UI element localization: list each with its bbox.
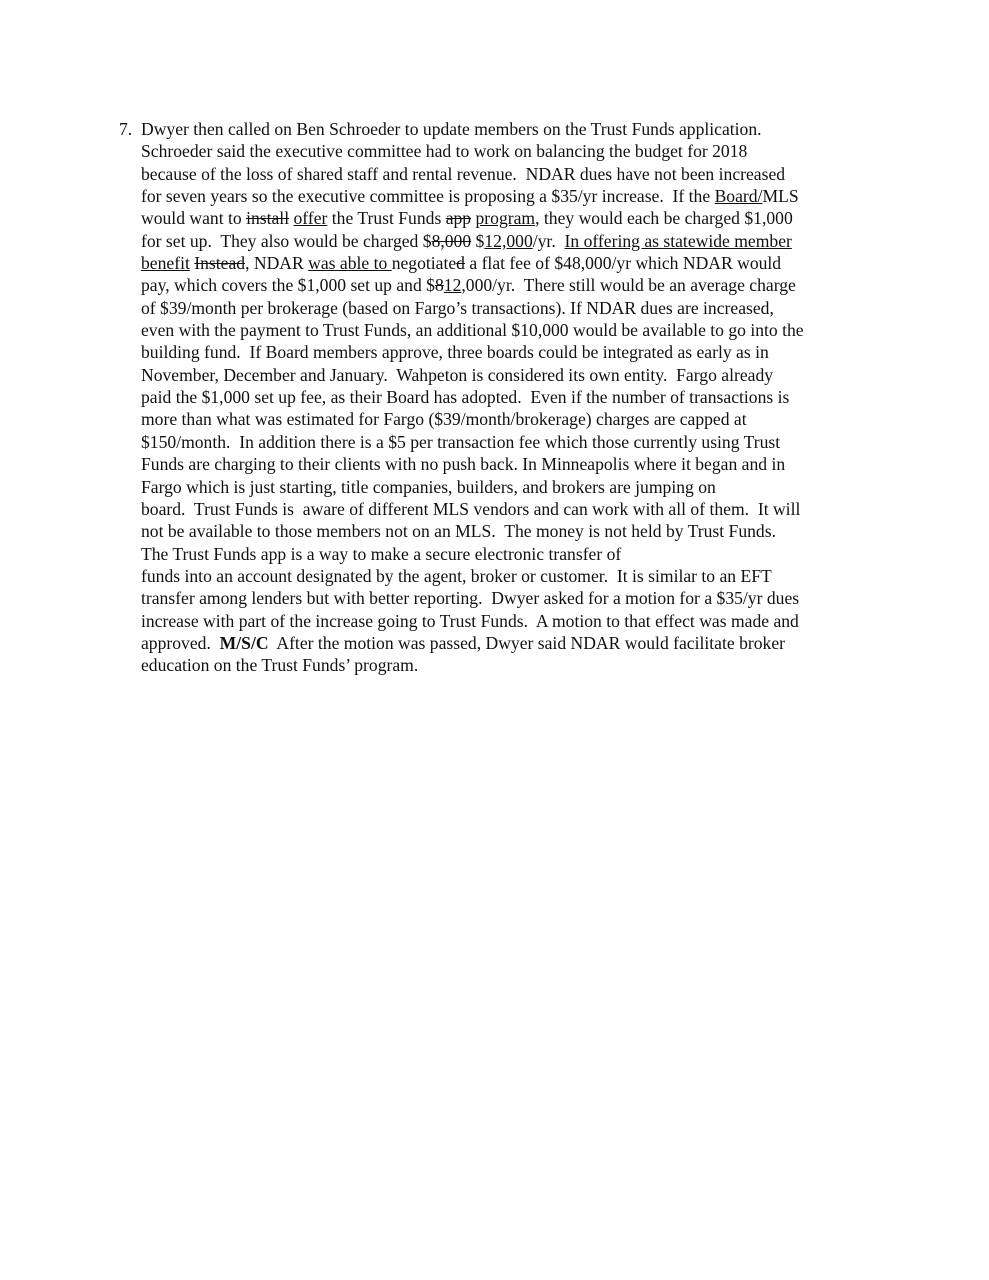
deleted-text: install (246, 208, 290, 229)
inserted-text: offer (293, 208, 328, 229)
text-line (141, 386, 879, 408)
deleted-text: d (456, 253, 465, 274)
text-line (141, 520, 879, 542)
inserted-text: was able to (308, 253, 392, 274)
text-segment: Fargo which is just starting, title companies, builders, and brokers are jumping on (141, 476, 716, 497)
text-segment: for seven years so the executive committee is proposing a $35/yr increase. If the (141, 186, 715, 207)
text-line (141, 230, 879, 252)
text-segment: The Trust Funds app is a way to make a secure electronic transfer of (141, 543, 622, 564)
text-segment: , NDAR (245, 253, 309, 274)
text-segment: $150/month. In addition there is a $5 per transaction fee which those currently using Trust (141, 431, 781, 452)
text-segment: building fund. If Board members approve, three boards could be integrated as early as in (141, 342, 769, 363)
text-line (141, 476, 879, 498)
text-line (141, 408, 879, 430)
text-line (141, 207, 879, 229)
text-segment: $ (471, 230, 485, 251)
text-line (141, 140, 879, 162)
text-segment: more than what was estimated for Fargo ($39/month/brokerage) charges are capped at (141, 409, 747, 430)
text-segment: /yr. (532, 230, 565, 251)
item-paragraph (141, 118, 879, 677)
deleted-text: 8,000 (431, 230, 472, 251)
bold-text: M/S/C (219, 632, 269, 653)
item-number: 7. (119, 119, 133, 139)
text-segment: Dwyer then called on Ben Schroeder to update members on the Trust Funds application. (141, 119, 762, 139)
text-line (141, 163, 879, 185)
text-line (141, 453, 879, 475)
text-line (141, 498, 879, 520)
text-line (141, 587, 879, 609)
text-line (141, 543, 879, 565)
text-segment: a flat fee of $48,000/yr which NDAR would (464, 253, 782, 274)
deleted-text: 8 (434, 275, 444, 296)
text-segment: paid the $1,000 set up fee, as their Board has adopted. Even if the number of transactions is (141, 387, 790, 408)
text-segment: increase with part of the increase going to Trust Funds. A motion to that effect was made and (141, 610, 799, 631)
text-segment: because of the loss of shared staff and rental revenue. NDAR dues have not been increased (141, 163, 786, 184)
text-segment: board. Trust Funds is aware of different MLS vendors and can work with all of them. It will (141, 498, 801, 519)
text-segment: transfer among lenders but with better reporting. Dwyer asked for a motion for a $35/yr dues (141, 588, 800, 609)
deleted-text: Instead (194, 253, 246, 274)
text-line (141, 252, 879, 274)
text-line (141, 431, 879, 453)
text-segment: Funds are charging to their clients with no push back. In Minneapolis where it began and in (141, 454, 786, 475)
text-segment: the Trust Funds (327, 208, 446, 229)
text-line (141, 632, 879, 654)
text-segment: ,000/yr. There still would be an average charge (461, 275, 796, 296)
text-segment: funds into an account designated by the agent, broker or customer. It is similar to an EFT (141, 565, 772, 586)
text-segment: negotiate (391, 253, 457, 274)
text-line (141, 565, 879, 587)
inserted-text: 12 (443, 275, 462, 296)
text-segment: , they would each be charged $1,000 (535, 208, 793, 229)
text-line (141, 610, 879, 632)
text-line (141, 654, 879, 676)
text-line (141, 185, 879, 207)
text-segment: After the motion was passed, Dwyer said NDAR would facilitate broker (268, 632, 785, 653)
text-segment: of $39/month per brokerage (based on Fargo’s transactions). If NDAR dues are increased, (141, 297, 774, 318)
text-segment: MLS (762, 186, 799, 207)
text-line (141, 118, 879, 140)
text-segment: approved. (141, 632, 220, 653)
text-segment: Schroeder said the executive committee had to work on balancing the budget for 2018 (141, 141, 748, 162)
inserted-text: In offering as statewide member (564, 230, 792, 251)
deleted-text: app (445, 208, 472, 229)
text-segment: pay, which covers the $1,000 set up and $ (141, 275, 435, 296)
text-segment: would want to (141, 208, 247, 229)
inserted-text: program (475, 208, 536, 229)
text-segment: November, December and January. Wahpeton is considered its own entity. Fargo already (141, 364, 774, 385)
text-segment: not be available to those members not on an MLS. The money is not held by Trust Funds. (141, 521, 776, 542)
text-line (141, 319, 879, 341)
text-line (141, 297, 879, 319)
text-segment: education on the Trust Funds’ program. (141, 655, 419, 676)
text-segment: even with the payment to Trust Funds, an additional $10,000 would be available to go into the (141, 320, 804, 341)
inserted-text: Board/ (714, 186, 763, 207)
minutes-item-7 (119, 118, 879, 677)
inserted-text: 12,000 (484, 230, 533, 251)
text-segment: for set up. They also would be charged $ (141, 230, 432, 251)
text-line (141, 341, 879, 363)
text-line (141, 274, 879, 296)
text-line (141, 364, 879, 386)
inserted-text: benefit (141, 253, 190, 274)
